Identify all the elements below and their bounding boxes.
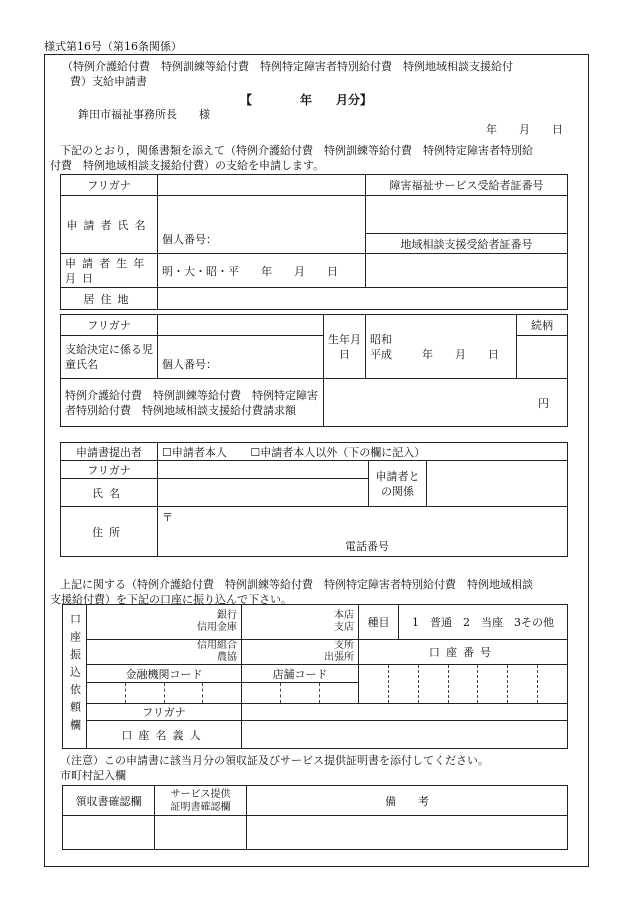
- applicant-furigana-label: フリガナ: [61, 175, 158, 196]
- holder-furigana-label: フリガナ: [87, 704, 242, 721]
- municipality-heading: 市町村記入欄: [60, 769, 126, 782]
- remarks-label: 備 考: [247, 786, 568, 816]
- account-holder-field[interactable]: [242, 721, 568, 749]
- bank-intro-2: 支援給付費）を下記の口座に振り込んで下さい。: [50, 593, 292, 606]
- date-line: 年 月 日: [486, 123, 563, 136]
- title-line-1: （特例介護給付費 特例訓練等給付費 特例特定障害者特別給付費 特例地域相談支援給付: [62, 60, 513, 73]
- submitter-furigana-field[interactable]: [158, 461, 369, 479]
- service-cert-check-field[interactable]: [155, 816, 247, 850]
- relation-field[interactable]: [517, 336, 568, 379]
- remarks-field[interactable]: [247, 816, 568, 850]
- era-heisei: 平成: [370, 347, 392, 361]
- submitter-address-field[interactable]: [158, 507, 568, 557]
- bank-code-label: 金融機関コード: [87, 665, 242, 683]
- bank-side-label: 口座振込依頼欄: [63, 605, 87, 749]
- self-checkbox[interactable]: ☐申請者本人: [162, 445, 227, 459]
- title-line-2: 費）支給申請書: [70, 75, 147, 88]
- intro-line-1: 下記のとおり，関係書類を添えて（特例介護給付費 特例訓練等給付費 特例特定障害者特別給: [60, 144, 533, 157]
- branch-code-field[interactable]: [242, 683, 359, 704]
- account-holder-label: 口座名義人: [87, 721, 242, 749]
- applicant-birth-value: 明・大・昭・平 年 月 日: [162, 264, 338, 278]
- child-furigana-label: フリガナ: [61, 315, 158, 336]
- submitter-label: 申請書提出者: [61, 443, 158, 461]
- note: （注意）この申請書に該当月分の領収証及びサービス提供証明書を添付してください。: [60, 754, 489, 767]
- child-birth-date: 年 月 日: [422, 347, 499, 361]
- account-kind-options[interactable]: 1 普通 2 当座 3その他: [399, 605, 568, 640]
- child-name-label: 支給決定に係る児童氏名: [61, 336, 158, 379]
- institution-type-2: 信用組合 農協: [87, 640, 242, 665]
- child-birth-label: 生年月日: [324, 315, 366, 379]
- municipality-table: [62, 785, 568, 850]
- intro-line-2: 付費 特例地域相談支援給付費）の支給を申請します。: [50, 159, 325, 172]
- area-cert-label: 地域相談支援受給者証番号: [366, 234, 568, 254]
- form-number: 様式第16号（第16条関係）: [44, 40, 182, 53]
- submitter-furigana-label: フリガナ: [61, 461, 158, 479]
- relation-to-applicant-label: 申請者との関係: [369, 461, 427, 507]
- child-furigana-field[interactable]: [158, 315, 324, 336]
- branch-code-label: 店舗コード: [242, 665, 359, 683]
- relation-label: 続柄: [517, 315, 568, 336]
- applicant-furigana-field[interactable]: [158, 175, 366, 196]
- branch-type: 本店 支店: [242, 605, 359, 640]
- postal-mark: 〒: [162, 511, 173, 524]
- applicant-personal-no: 個人番号：: [162, 233, 217, 246]
- submitter-name-field[interactable]: [158, 479, 369, 507]
- service-cert-check-label: サービス提供 証明書確認欄: [155, 786, 247, 816]
- bank-table: [62, 604, 568, 749]
- child-birth-field[interactable]: [366, 315, 517, 379]
- submitter-address-label: 住所: [61, 507, 158, 557]
- applicant-name-field[interactable]: [158, 196, 366, 254]
- other-checkbox[interactable]: ☐申請者本人以外（下の欄に記入）: [250, 445, 426, 459]
- address-label: 居住地: [61, 288, 158, 310]
- addressee: 鉾田市福祉事務所長 様: [78, 108, 210, 121]
- yen-unit: 円: [538, 396, 549, 410]
- area-cert-number[interactable]: [366, 254, 568, 288]
- bank-code-field[interactable]: [87, 683, 242, 704]
- submitter-table: [60, 442, 568, 557]
- submitter-options: [158, 443, 568, 461]
- account-number-field[interactable]: [359, 665, 568, 704]
- applicant-name-label: 申請者氏名: [61, 196, 158, 254]
- account-kind-label: 種目: [359, 605, 399, 640]
- receipt-check-field[interactable]: [63, 816, 155, 850]
- service-cert-label: 障害福祉サービス受給者証番号: [366, 175, 568, 196]
- claim-label: 特例介護給付費 特例訓練等給付費 特例特定障害者特別給付費 特例地域相談支援給付費請求額: [61, 379, 324, 427]
- institution-type: 銀行 信用金庫: [87, 605, 242, 640]
- address-field[interactable]: [158, 288, 568, 310]
- applicant-birth-label: 申請者生年月日: [61, 254, 158, 288]
- child-table: [60, 314, 568, 427]
- account-number-label: 口座番号: [359, 640, 568, 665]
- applicant-birth-field[interactable]: [158, 254, 366, 288]
- child-personal-no: 個人番号：: [162, 358, 217, 371]
- applicant-table: [60, 174, 568, 310]
- holder-furigana-field[interactable]: [242, 704, 568, 721]
- period-label: 【 年 月分】: [240, 93, 373, 107]
- branch-type-2: 支所 出張所: [242, 640, 359, 665]
- bank-intro-1: 上記に関する（特例介護給付費 特例訓練等給付費 特例特定障害者特別給付費 特例地域相談: [60, 578, 533, 591]
- relation-to-applicant-field[interactable]: [427, 461, 568, 507]
- child-name-field[interactable]: [158, 336, 324, 379]
- phone-label: 電話番号: [345, 540, 389, 553]
- era-showa: 昭和: [370, 332, 392, 346]
- submitter-name-label: 氏名: [61, 479, 158, 507]
- claim-amount-field[interactable]: [324, 379, 568, 427]
- service-cert-number[interactable]: [366, 196, 568, 234]
- receipt-check-label: 領収書確認欄: [63, 786, 155, 816]
